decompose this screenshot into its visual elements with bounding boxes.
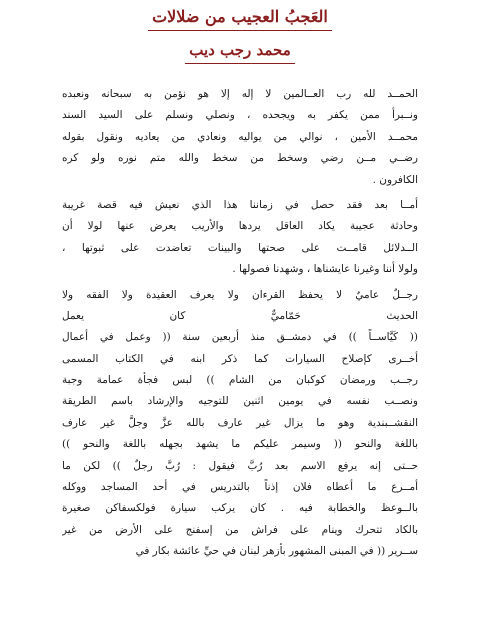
text-line: الحديث حَمّاميٌّ كان يعمل [62,309,418,322]
page-header [0,6,480,64]
text-line: حــتى إنه يرفع الاسم بعد رُبَّ فيقول : رُبَّ رجلٌ )) لكن ما [62,459,418,472]
text-line: بالكاد تتحرك وينام على فراش من إسفنج على الأرض من غير [62,523,418,536]
document-body [62,84,418,563]
paragraph [62,285,418,563]
document-title: العَجبُ العجيب من ضلالات [148,6,332,31]
text-line: ونــبرأ ممن يكفر به ويجحده ، ونصلي ونسلم على السيد السند [62,109,418,122]
text-line: النقشــبندية وهو ما يزال غير عارف بالله عزَّ وجلَّ غير عارف [62,416,418,429]
text-line: الحمــد لله رب العــالمين لا إله إلا هو نؤمن به سبحانه ونعبده [62,88,418,100]
text-line: وحادثة عجيبة يكاد العاقل يردها والأريب يعرض عنها لولا أن [62,220,418,233]
text-line: أخــرى كإصلاح السيارات كما ذكر ابنه في الكتاب المسمى [62,352,418,365]
text-line: باللغة والنحو (( وسيمر عليكم ما يشهد بجهله باللغة والنحو )) [62,438,418,451]
text-line: محمــد الأمين ، نوالي من يواليه ونعادي من يعاديه ونقول بقوله [62,130,418,143]
text-line: رضــي مــن رضي وسخط من سخط والله متم نوره ولو كره [62,152,418,165]
text-line: أمــرع ما أعطاه فلان إذناً بالتدريس في أحد المساجد ووكله [62,481,418,494]
text-line: بالــوعظ والخطابة فيه . كان يركب سيارة فولكسفاكن صغيرة [62,502,418,515]
text-line: الكافرون . [372,173,418,186]
text-line: الــدلائل قامــت على صحتها والبينات تعاضدت على ثبوتها ، [62,241,418,254]
text-line: ونصــب نفسه في يومين اثنين للتوجيه والإرشاد باسم الطريقة [62,395,418,408]
author-name: محمد رجب ديب [185,39,295,64]
paragraph [62,195,418,281]
text-line: ولولا أننا وغيرنا عايشناها ، وشهدنا فصولها . [232,263,418,276]
text-line: رجــلٌ عاميٌ لا يحفظ القرءان ولا يعرف العقيدة ولا الفقه ولا [62,288,418,301]
text-line: أمــا بعد فقد حصل في زماننا هذا الذي نعيش فيه قصة غريبة [62,198,418,211]
paragraph [62,84,418,191]
text-line: ســرير (( في المبنى المشهور بأزهر لبنان في حيِّ عائشة بكار في [135,545,418,558]
text-line: (( كَيَّاســاً )) في دمشــق منذ أربعين سنة (( وعمل في أعمال [62,331,418,344]
text-line: رجــب ورمضان كوكبان من الشام )) لبس فجأة عمامة وجبة [62,374,418,387]
